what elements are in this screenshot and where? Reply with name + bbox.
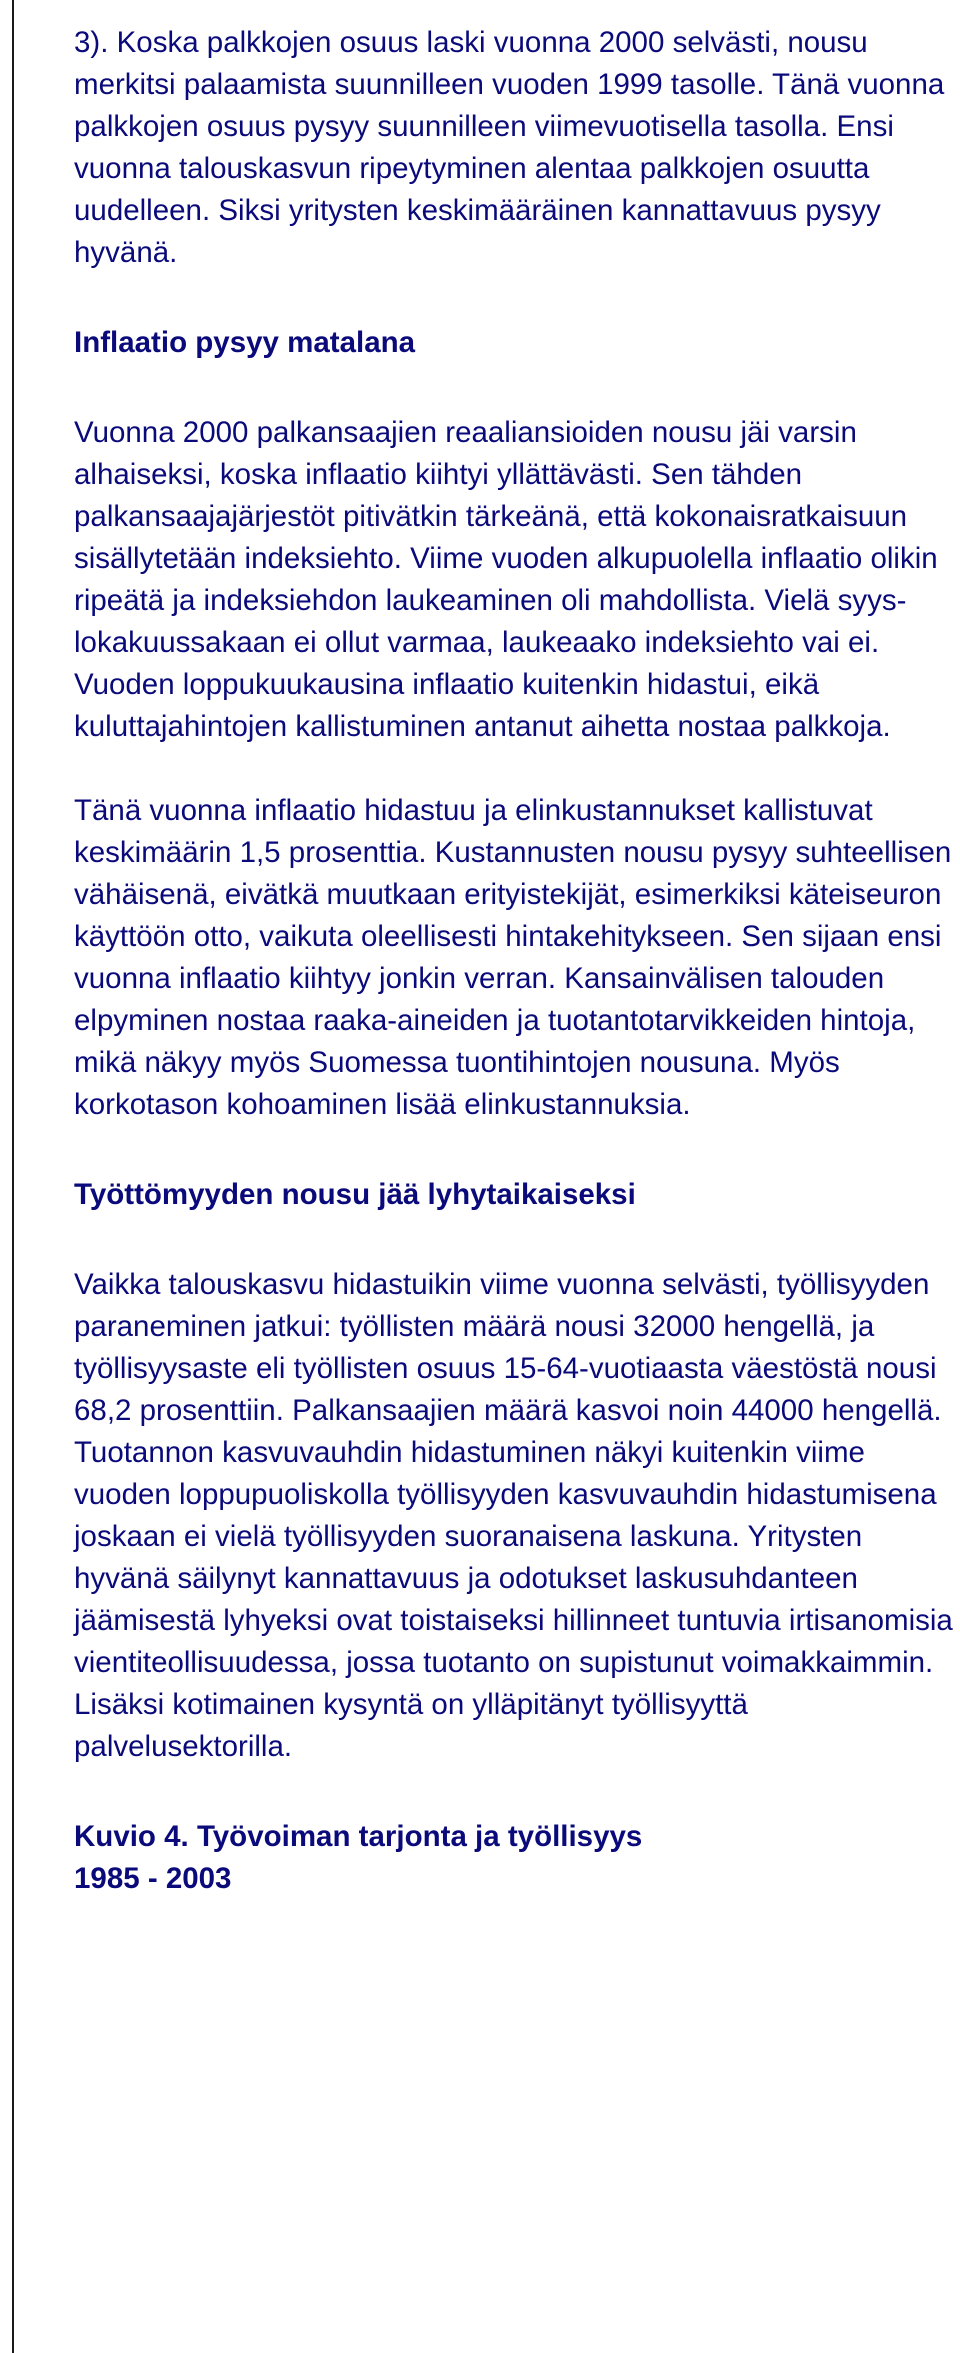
heading-unemployment: Työttömyyden nousu jää lyhytaikaiseksi: [74, 1178, 636, 1211]
figure-caption-title: Kuvio 4. Työvoiman tarjonta ja työllisyys: [74, 1820, 643, 1853]
document-body: [74, 22, 954, 1900]
figure-caption-years: 1985 - 2003: [74, 1862, 232, 1895]
paragraph-wage-share: 3). Koska palkkojen osuus laski vuonna 2000 selvästi, nousu merkitsi palaamista suunnilleen vuoden 1999 tasolle. Tänä vuonna palkkojen osuus pysyy suunnilleen viimevuotisella tasolla. Ensi vuonna talouskasvun ripeytyminen alentaa palkkojen osuutta uudelleen. Siksi yritysten keskimääräinen kannattavuus pysyy hyvänä.: [74, 26, 945, 269]
paragraph-employment: Vaikka talouskasvu hidastuikin viime vuonna selvästi, työllisyyden paraneminen jatkui: työllisten määrä nousi 32000 hengellä, ja työllisyysaste eli työllisten osuus 15-64-vuotiaasta väestöstä nousi 68,2 prosenttiin. Palkansaajien määrä kasvoi noin 44000 hengellä. Tuotannon kasvuvauhdin hidastuminen näkyi kuitenkin viime vuoden loppupuoliskolla työllisyyden kasvuvauhdin hidastumisena joskaan ei vielä työllisyyden suoranaisena laskuna. Yritysten hyvänä säilynyt kannattavuus ja odotukset laskusuhdanteen jäämisestä lyhyeksi ovat toistaiseksi hillinneet tuntuvia irtisanomisia vientiteollisuudessa, jossa tuotanto on supistunut voimakkaimmin. Lisäksi kotimainen kysyntä on ylläpitänyt työllisyyttä palvelusektorilla.: [74, 1268, 953, 1763]
left-margin-rule: [12, 0, 14, 2353]
figure-caption: [74, 1816, 954, 1900]
paragraph-inflation-outlook: Tänä vuonna inflaatio hidastuu ja elinkustannukset kallistuvat keskimäärin 1,5 prosenttia. Kustannusten nousu pysyy suhteellisen vähäisenä, eivätkä muutkaan erityistekijät, esimerkiksi käteiseuron käyttöön otto, vaikuta oleellisesti hintakehitykseen. Sen sijaan ensi vuonna inflaatio kiihtyy jonkin verran. Kansainvälisen talouden elpyminen nostaa raaka-aineiden ja tuotantotarvikkeiden hintoja, mikä näkyy myös Suomessa tuontihintojen nousuna. Myös korkotason kohoaminen lisää elinkustannuksia.: [74, 794, 952, 1121]
paragraph-inflation-2000: Vuonna 2000 palkansaajien reaaliansioiden nousu jäi varsin alhaiseksi, koska inflaatio kiihtyi yllättävästi. Sen tähden palkansaajajärjestöt pitivätkin tärkeänä, että kokonaisratkaisuun sisällytetään indeksiehto. Viime vuoden alkupuolella inflaatio olikin ripeätä ja indeksiehdon laukeaminen oli mahdollista. Vielä syys-lokakuussakaan ei ollut varmaa, laukeaako indeksiehto vai ei. Vuoden loppukuukausina inflaatio kuitenkin hidastui, eikä kuluttajahintojen kallistuminen antanut aihetta nostaa palkkoja.: [74, 416, 938, 743]
heading-inflation: Inflaatio pysyy matalana: [74, 326, 416, 359]
